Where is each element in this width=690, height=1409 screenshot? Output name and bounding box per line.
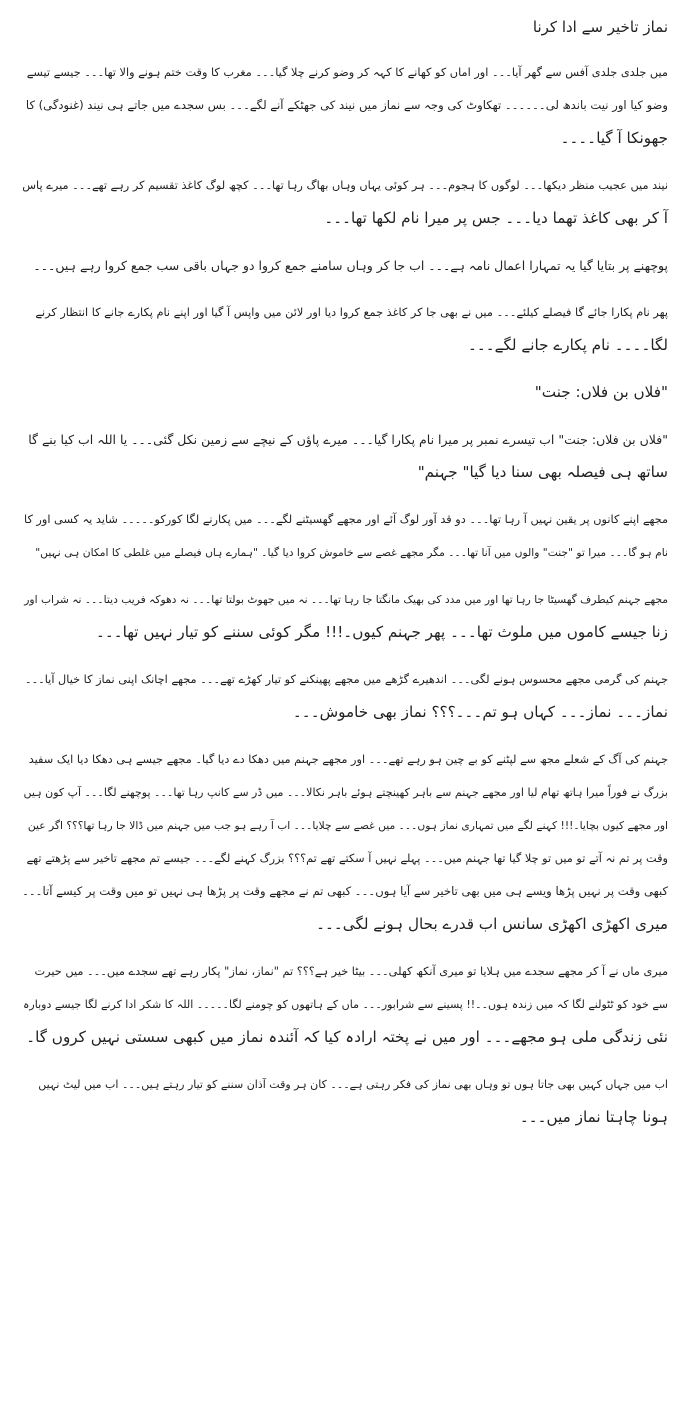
article-body: [22, 56, 668, 1134]
paragraph-line: کبھی وقت پر نہیں پڑھا ویسے ہی میں بھی تاخیر سے آیا ہوں۔۔۔ کبھی تم نے مجھے وقت پر پڑھا ہی نہیں تو میں وقت پر کیسے آتا۔۔۔: [22, 884, 668, 898]
paragraph-line: نام ہو گا۔۔۔ میرا تو "جنت" والوں میں آنا تھا۔۔۔ مگر مجھے غصے سے خاموش کروا دیا گیا۔ "ہمارے ہاں فیصلے میں غلطی کا امکان ہی نہیں": [35, 546, 668, 559]
paragraph-line: نئی زندگی ملی ہو مجھے۔۔۔ اور میں نے پختہ ارادہ کیا کہ آئندہ نماز میں کبھی سستی نہیں کروں گا۔: [26, 1028, 668, 1046]
paragraph: [22, 663, 668, 729]
paragraph-line: نماز۔۔۔ نماز۔۔۔ کہاں ہو تم۔۔۔؟؟؟ نماز بھی خاموش۔۔۔: [292, 703, 668, 721]
paragraph: [22, 503, 668, 569]
paragraph-line: جھونکا آ گیا۔۔۔۔: [560, 129, 668, 147]
article-title: نماز تاخیر سے ادا کرنا: [532, 18, 668, 36]
paragraph: [22, 56, 668, 155]
paragraph-line: مجھے اپنے کانوں پر یقین نہیں آ رہا تھا۔۔۔ دو قد آور لوگ آئے اور مجھے گھسیٹنے لگے۔۔۔ میں پکارنے لگا کورکو۔۔۔۔۔ شاید یہ کسی اور کا: [24, 513, 668, 526]
paragraph: [22, 296, 668, 362]
paragraph-line: میری ماں نے آ کر مجھے سجدے میں ہلایا تو میری آنکھ کھلی۔۔۔ بیٹا خیر ہے؟؟؟ تم "نماز، نماز" پکار رہے تھے سجدے میں۔۔۔ میں حیرت: [34, 965, 668, 978]
paragraph-line: اور مجھے کیوں بچایا۔!!! کہنے لگے میں تمہاری نماز ہوں۔۔۔ میں غصے سے چلایا۔۔۔ اب آ رہے ہو جب میں جہنم میں ڈالا جا رہا تھا؟؟؟ اگر عین: [27, 819, 668, 832]
paragraph-line: نیند میں عجیب منظر دیکھا۔۔۔ لوگوں کا ہجوم۔۔۔ ہر کوئی یہاں وہاں بھاگ رہا تھا۔۔۔ کچھ لوگ کاغذ تقسیم کر رہے تھے۔۔۔ میرے پاس: [22, 179, 668, 192]
paragraph-line: پھر نام پکارا جائے گا فیصلے کیلئے۔۔۔ میں نے بھی جا کر کاغذ جمع کروا دیا اور لائن میں واپس آ گیا اور اپنے نام پکارے جانے کا انتظار کرنے: [35, 306, 668, 319]
paragraph-line: بزرگ نے فوراً میرا ہاتھ تھام لیا اور مجھے جہنم سے باہر کھینچتے ہوئے باہر نکالا۔۔۔ میں ڈر سے کانپ رہا تھا۔۔۔ پوچھنے لگا۔۔۔ آپ کون ہیں: [23, 786, 668, 799]
paragraph: [22, 583, 668, 649]
paragraph-line: زنا جیسے کاموں میں ملوث تھا۔۔۔ پھر جہنم کیوں۔!!! مگر کوئی سننے کو تیار نہیں تھا۔۔۔: [95, 623, 668, 641]
paragraph-line: آ کر بھی کاغذ تھما دیا۔۔۔ جس پر میرا نام لکھا تھا۔۔۔: [324, 209, 668, 227]
paragraph: [22, 955, 668, 1054]
paragraph-line: وضو کیا اور نیت باندھ لی۔۔۔۔۔۔ تھکاوٹ کی وجہ سے نماز میں نیند کی جھٹکے آنے لگے۔۔۔ بس سجدے میں جاتے ہی نیند (غنودگی) کا: [25, 98, 668, 112]
paragraph-line: ساتھ ہی فیصلہ بھی سنا دیا گیا" جہنم": [417, 463, 668, 481]
paragraph-line: لگا۔۔۔۔ نام پکارے جانے لگے۔۔۔: [467, 336, 668, 354]
paragraph-line: ہونا چاہتا نماز میں۔۔۔: [519, 1108, 668, 1126]
paragraph-line: وقت پر تم نہ آتے تو میں تو چلا گیا تھا جہنم میں۔۔۔ پہلے نہیں آ سکتے تھے تم؟؟؟ بزرگ کہنے لگے۔۔۔ جیسے تم مجھے تاخیر سے پڑھتے تھے: [26, 852, 668, 865]
paragraph-line: میں جلدی جلدی آفس سے گھر آیا۔۔۔ اور اماں کو کھانے کا کہہ کر وضو کرنے چلا گیا۔۔۔ مغرب کا وقت ختم ہونے والا تھا۔۔۔ جیسے تیسے: [26, 66, 668, 79]
paragraph-line: "فلاں بن فلاں: جنت": [534, 383, 668, 401]
paragraph-line: سے خود کو ٹٹولنے لگا کہ میں زندہ ہوں۔۔!! پسینے سے شرابور۔۔۔ ماں کے ہاتھوں کو چومنے لگا۔۔۔۔۔ اللہ کا شکر ادا کرنے لگا جیسے دوبارہ: [22, 998, 668, 1011]
paragraph: [22, 423, 668, 489]
paragraph: [22, 376, 668, 409]
paragraph-line: پوچھنے پر بتایا گیا یہ تمہارا اعمال نامہ ہے۔۔۔ اب جا کر وہاں سامنے جمع کروا دو جہاں باقی سب جمع کروا رہے ہیں۔۔۔: [33, 258, 668, 273]
paragraph: [22, 169, 668, 235]
paragraph: [22, 1068, 668, 1134]
paragraph-line: مجھے جہنم کیطرف گھسیٹا جا رہا تھا اور میں مدد کی بھیک مانگتا جا رہا تھا۔۔۔ نہ میں جھوٹ بولتا تھا۔۔۔ نہ دھوکہ فریب دیتا۔۔۔ نہ شراب اور: [24, 593, 668, 606]
paragraph-line: جہنم کی آگ کے شعلے مجھ سے لپٹنے کو بے چین ہو رہے تھے۔۔۔ اور مجھے جہنم میں دھکا دے دیا گیا۔ مجھے جیسے ہی دھکا دیا ایک سفید: [28, 753, 668, 766]
paragraph-line: اب میں جہاں کہیں بھی جاتا ہوں تو وہاں بھی نماز کی فکر رہتی ہے۔۔۔ کان ہر وقت آذان سننے کو تیار رہتے ہیں۔۔۔ اب میں لیٹ نہیں: [38, 1078, 668, 1091]
paragraph-line: میری اکھڑی اکھڑی سانس اب قدرے بحال ہونے لگی۔۔۔: [316, 915, 668, 933]
paragraph: [22, 743, 668, 941]
paragraph-line: جہنم کی گرمی مجھے محسوس ہونے لگی۔۔۔ اندھیرے گڑھے میں مجھے پھینکنے کو تیار کھڑے تھے۔۔۔ مجھے اچانک اپنی نماز کا خیال آیا۔۔۔: [24, 673, 668, 686]
paragraph: [22, 249, 668, 282]
paragraph-line: "فلاں بن فلاں: جنت" اب تیسرے نمبر پر میرا نام پکارا گیا۔۔۔ میرے پاؤں کے نیچے سے زمین نکل گئی۔۔۔ یا اللہ اب کیا بنے گا: [28, 432, 668, 447]
